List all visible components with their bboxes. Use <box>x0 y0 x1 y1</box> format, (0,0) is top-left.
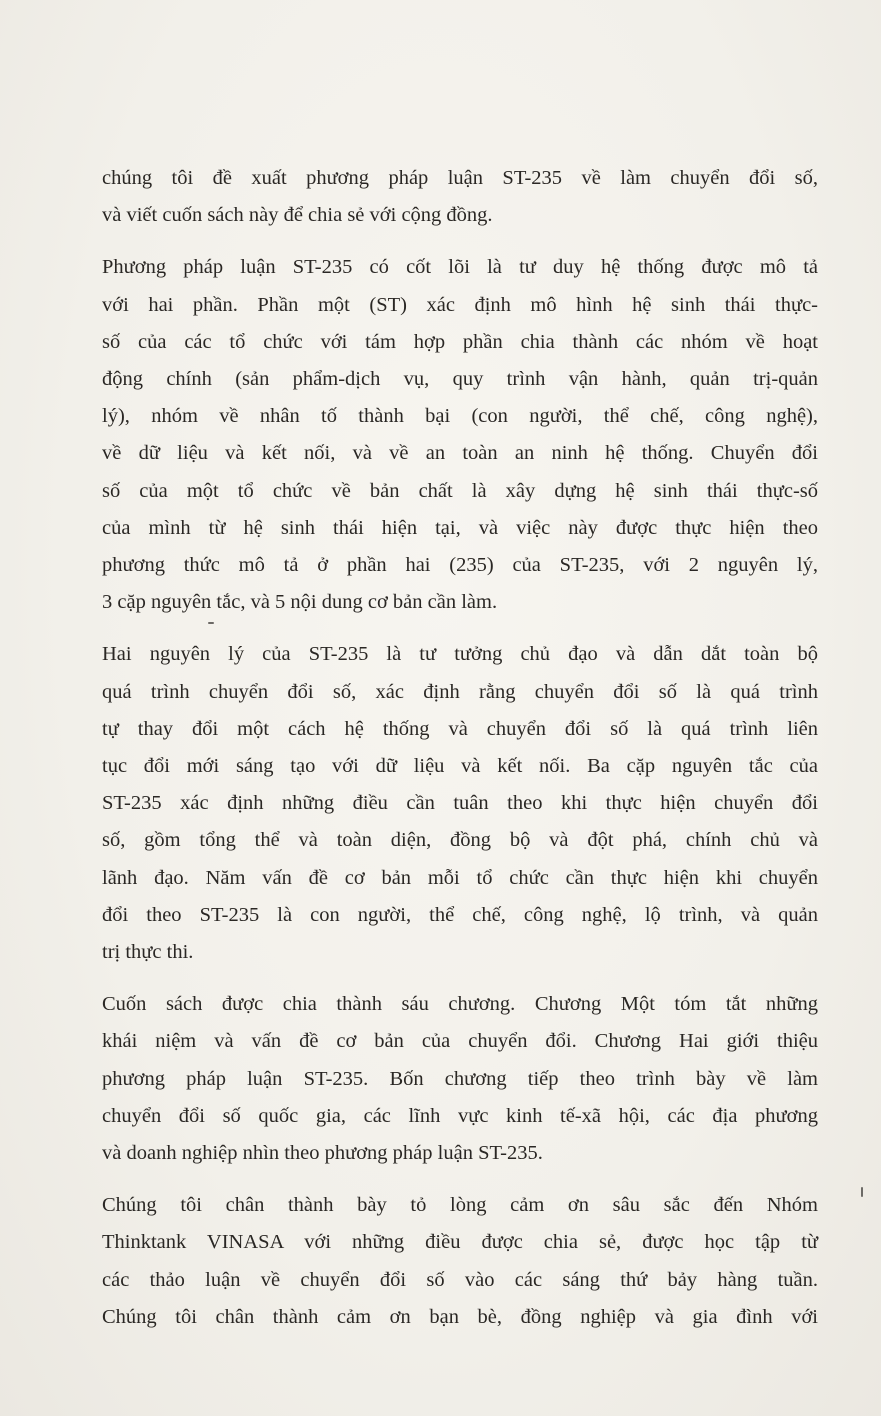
text-line: số của các tổ chức với tám hợp phần chia thành các nhóm về hoạt <box>102 330 818 353</box>
text-line: khái niệm và vấn đề cơ bản của chuyển đổi. Chương Hai giới thiệu <box>102 1030 818 1053</box>
text-line: động chính (sản phẩm-dịch vụ, quy trình vận hành, quản trị-quản <box>102 368 818 391</box>
text-line: Hai nguyên lý của ST-235 là tư tưởng chủ đạo và dẫn dắt toàn bộ <box>102 643 818 666</box>
paragraph <box>102 1187 818 1336</box>
text-line: và doanh nghiệp nhìn theo phương pháp luận ST-235. <box>102 1142 543 1165</box>
text-line: của mình từ hệ sinh thái hiện tại, và việc này được thực hiện theo <box>102 516 818 539</box>
text-line: Phương pháp luận ST-235 có cốt lõi là tư duy hệ thống được mô tả <box>102 256 818 279</box>
paragraph <box>102 986 818 1172</box>
text-line: Chúng tôi chân thành bày tỏ lòng cảm ơn sâu sắc đến Nhóm <box>102 1194 818 1217</box>
body-text <box>102 160 818 1351</box>
text-line: chuyển đổi số quốc gia, các lĩnh vực kinh tế-xã hội, các địa phương <box>102 1104 818 1127</box>
paragraph <box>102 160 818 234</box>
paper-speck <box>208 622 214 624</box>
text-line: phương thức mô tả ở phần hai (235) của ST-235, với 2 nguyên lý, <box>102 554 818 577</box>
text-line: Thinktank VINASA với những điều được chia sẻ, được học tập từ <box>102 1231 818 1254</box>
text-line: tự thay đổi một cách hệ thống và chuyển đổi số là quá trình liên <box>102 717 818 740</box>
text-line: 3 cặp nguyên tắc, và 5 nội dung cơ bản cần làm. <box>102 591 498 614</box>
text-line: số, gồm tổng thể và toàn diện, đồng bộ và đột phá, chính chủ và <box>102 829 818 852</box>
text-line: ST-235 xác định những điều cần tuân theo khi thực hiện chuyển đổi <box>102 792 818 815</box>
text-line: với hai phần. Phần một (ST) xác định mô hình hệ sinh thái thực- <box>102 293 818 316</box>
paper-speck <box>861 1187 863 1197</box>
text-line: về dữ liệu và kết nối, và về an toàn an ninh hệ thống. Chuyển đổi <box>102 442 818 465</box>
text-line: lãnh đạo. Năm vấn đề cơ bản mỗi tổ chức cần thực hiện khi chuyển <box>102 866 818 889</box>
paragraph <box>102 249 818 621</box>
text-line: trị thực thi. <box>102 941 194 964</box>
text-line: chúng tôi đề xuất phương pháp luận ST-235 về làm chuyển đổi số, <box>102 167 818 189</box>
text-line: Chúng tôi chân thành cảm ơn bạn bè, đồng nghiệp và gia đình với <box>102 1305 818 1328</box>
text-line: lý), nhóm về nhân tố thành bại (con người, thể chế, công nghệ), <box>102 405 818 428</box>
paragraph <box>102 636 818 971</box>
text-line: đổi theo ST-235 là con người, thể chế, công nghệ, lộ trình, và quản <box>102 903 818 926</box>
text-line: số của một tổ chức về bản chất là xây dựng hệ sinh thái thực-số <box>102 479 818 502</box>
text-line: tục đổi mới sáng tạo với dữ liệu và kết nối. Ba cặp nguyên tắc của <box>102 755 818 778</box>
text-line: quá trình chuyển đổi số, xác định rằng chuyển đổi số là quá trình <box>102 680 818 703</box>
text-line: Cuốn sách được chia thành sáu chương. Chương Một tóm tắt những <box>102 993 818 1016</box>
text-line: và viết cuốn sách này để chia sẻ với cộng đồng. <box>102 204 493 227</box>
text-line: các thảo luận về chuyển đổi số vào các sáng thứ bảy hàng tuần. <box>102 1268 818 1291</box>
text-line: phương pháp luận ST-235. Bốn chương tiếp theo trình bày về làm <box>102 1067 818 1090</box>
